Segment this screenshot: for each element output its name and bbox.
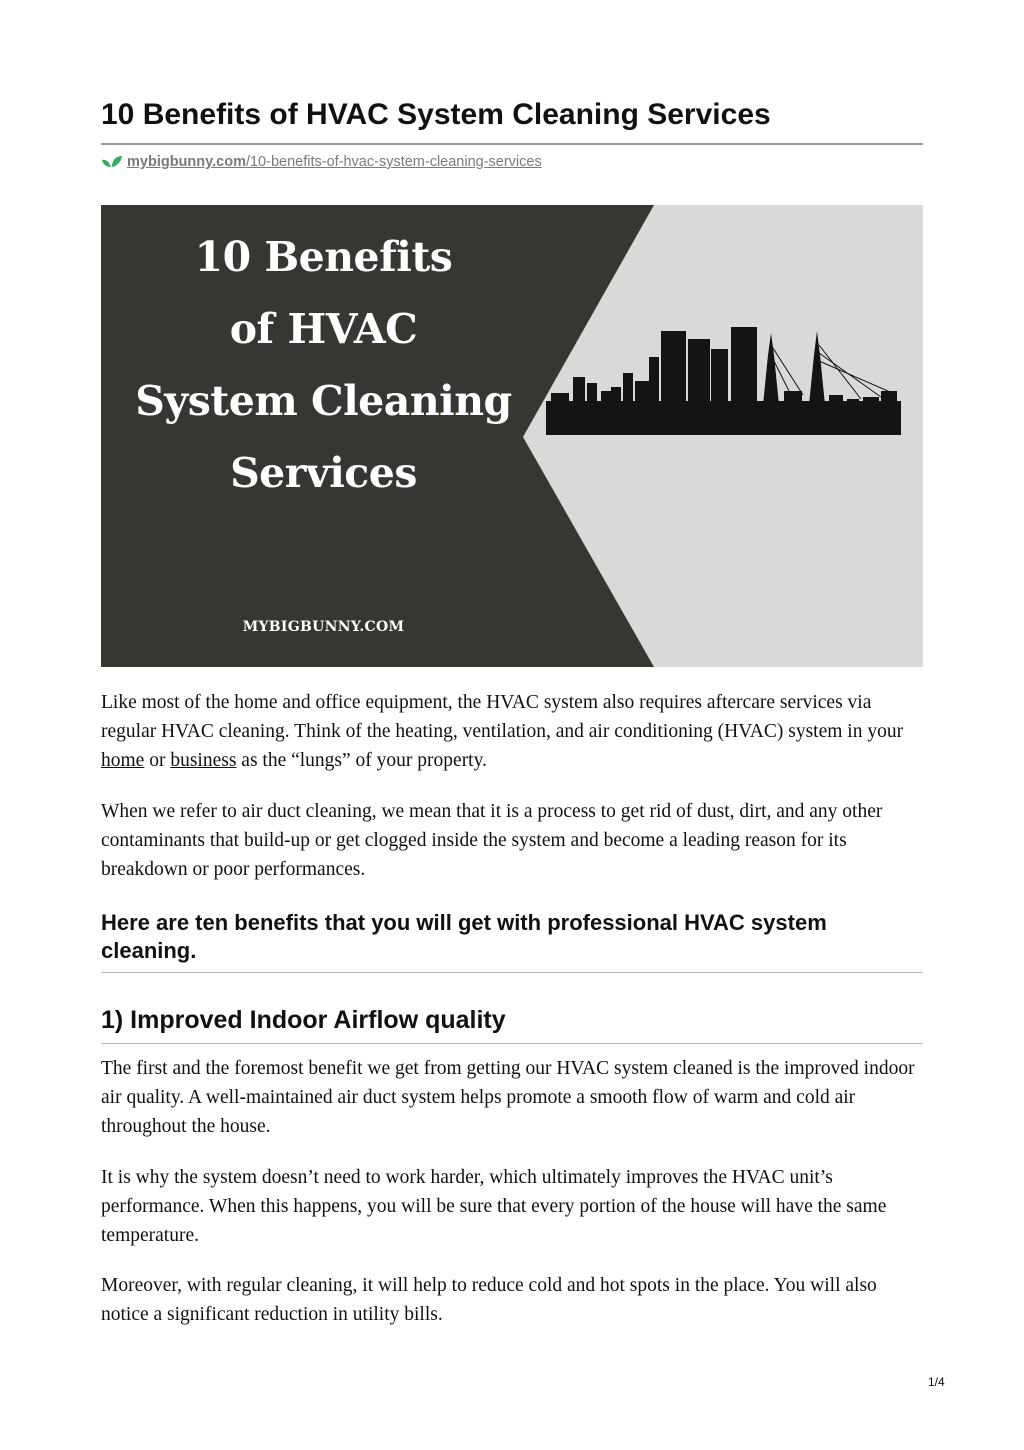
hero-title-line: System Cleaning xyxy=(135,377,512,425)
benefits-heading: Here are ten benefits that you will get with professional HVAC system cleaning. xyxy=(101,910,827,963)
page-title: 10 Benefits of HVAC System Cleaning Services xyxy=(101,98,771,131)
source-domain: mybigbunny.com xyxy=(127,154,246,170)
title-divider xyxy=(101,143,923,145)
hero-image xyxy=(101,205,923,667)
hero-title-line: of HVAC xyxy=(229,305,418,353)
business-link[interactable]: business xyxy=(170,750,237,771)
page-number: 1/4 xyxy=(928,1375,945,1389)
hero-title-line: Services xyxy=(230,449,417,497)
source-url xyxy=(101,151,542,173)
body-paragraph: Moreover, with regular cleaning, it will help to reduce cold and hot spots in the place. You will also notice a significant reduction in utility bills. xyxy=(101,1275,877,1325)
intro-paragraph-1 xyxy=(101,688,923,775)
source-link[interactable] xyxy=(127,154,542,170)
hero-site-label: MYBIGBUNNY.COM xyxy=(242,619,405,635)
section-heading: 1) Improved Indoor Airflow quality xyxy=(101,1006,506,1034)
body-paragraph: The first and the foremost benefit we get from getting our HVAC system cleaned is the improved indoor air quality. A well-maintained air duct system helps promote a smooth flow of warm and cold air throughout the house. xyxy=(101,1058,915,1137)
section-divider xyxy=(101,1043,923,1044)
hero-title xyxy=(101,221,546,509)
intro-text: or xyxy=(144,750,171,771)
intro-text: Like most of the home and office equipment, the HVAC system also requires aftercare services via regular HVAC cleaning. Think of the heating, ventilation, and air conditioning (HVAC) system in your xyxy=(101,692,904,742)
intro-paragraph-2: When we refer to air duct cleaning, we mean that it is a process to get rid of dust, dirt, and any other contaminants that build-up or get clogged inside the system and become a leading reason for its breakdown or poor performances. xyxy=(101,801,883,880)
source-path: /10-benefits-of-hvac-system-cleaning-services xyxy=(245,154,542,170)
heading-divider xyxy=(101,972,923,973)
hero-title-line: 10 Benefits xyxy=(194,233,453,281)
intro-text: as the “lungs” of your property. xyxy=(236,750,487,771)
leaf-icon xyxy=(101,155,123,169)
home-link[interactable]: home xyxy=(101,750,145,771)
body-paragraph: It is why the system doesn’t need to work harder, which ultimately improves the HVAC unit’s performance. When this happens, you will be sure that every portion of the house will have the same temperature. xyxy=(101,1167,887,1246)
